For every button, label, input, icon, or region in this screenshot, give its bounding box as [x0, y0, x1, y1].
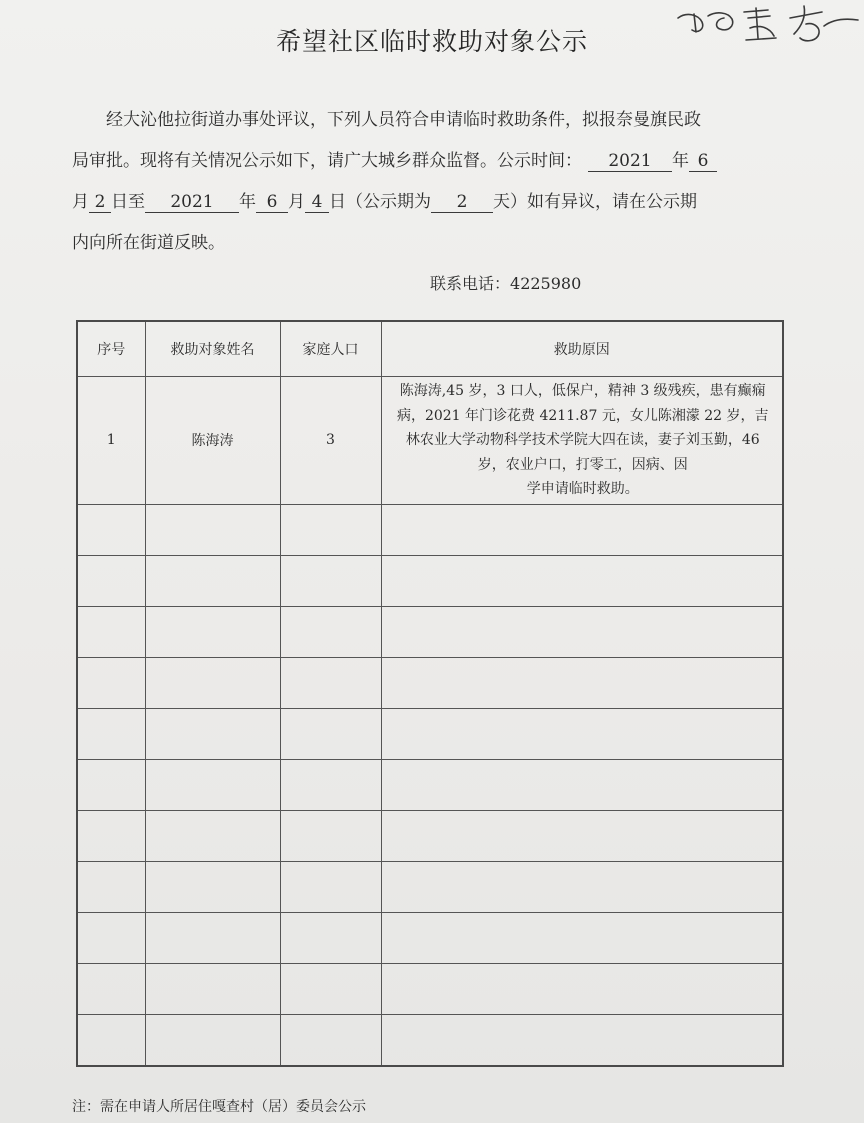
empty-table-row [77, 555, 783, 606]
empty-table-row [77, 657, 783, 708]
start-day: 2 [89, 192, 111, 213]
year-char-2: 年 [239, 192, 256, 212]
intro-line-2-text: 局审批。现将有关情况公示如下，请广大城乡群众监督。公示时间： [72, 151, 582, 171]
relief-reason-text: 陈海涛,45 岁，3 口人，低保户，精神 3 级残疾，患有癫痫病，2021 年门诊花费 4211.87 元，女儿陈湘濛 22 岁，吉林农业大学动物科学技术学院大四在读，妻子刘玉勤，46 岁，农业户口，打零工，因病、因 [396, 383, 769, 473]
start-month: 6 [689, 151, 717, 172]
intro-paragraph [72, 100, 800, 264]
empty-table-row [77, 1014, 783, 1066]
empty-table-row [77, 963, 783, 1014]
year-char-1: 年 [672, 151, 689, 171]
end-year: 2021 [145, 192, 239, 213]
period-days: 2 [431, 192, 493, 213]
cell-serial-no: 1 [77, 377, 145, 505]
table-header-row [77, 321, 783, 377]
header-recipient-name: 救助对象姓名 [145, 321, 280, 377]
empty-table-row [77, 504, 783, 555]
table-row [77, 377, 783, 505]
relief-reason-end: 学申请临时救助。 [526, 481, 639, 497]
start-year: 2021 [588, 151, 672, 172]
relief-table [76, 320, 784, 1067]
month-char-2: 月 [288, 192, 305, 212]
contact-line [430, 271, 581, 294]
end-month: 6 [256, 192, 288, 213]
contact-phone: 4225980 [510, 274, 582, 293]
intro-line-1: 经大沁他拉街道办事处评议，下列人员符合申请临时救助条件，拟报奈曼旗民政 [106, 110, 701, 130]
empty-table-row [77, 606, 783, 657]
day-to: 日至 [111, 192, 145, 212]
empty-table-row [77, 912, 783, 963]
empty-table-row [77, 810, 783, 861]
contact-label: 联系电话： [430, 274, 511, 293]
empty-table-row [77, 708, 783, 759]
cell-household-size: 3 [280, 377, 381, 505]
cell-recipient-name: 陈海涛 [145, 377, 280, 505]
intro-line-2 [72, 141, 800, 182]
header-household-size: 家庭人口 [280, 321, 381, 377]
empty-table-row [77, 759, 783, 810]
page-title: 希望社区临时救助对象公示 [275, 27, 588, 56]
header-serial-no: 序号 [77, 321, 145, 377]
month-char-1: 月 [72, 192, 89, 212]
cell-relief-reason [381, 377, 783, 505]
period-pre: 日（公示期为 [329, 192, 431, 212]
header-relief-reason: 救助原因 [381, 321, 783, 377]
end-day: 4 [305, 192, 329, 213]
period-post: 天）如有异议，请在公示期 [493, 192, 697, 212]
empty-table-row [77, 861, 783, 912]
footnote: 注：需在申请人所居住嘎查村（居）委员会公示 [72, 1099, 366, 1115]
intro-line-4: 内向所在街道反映。 [72, 233, 225, 253]
intro-line-3 [72, 182, 800, 223]
